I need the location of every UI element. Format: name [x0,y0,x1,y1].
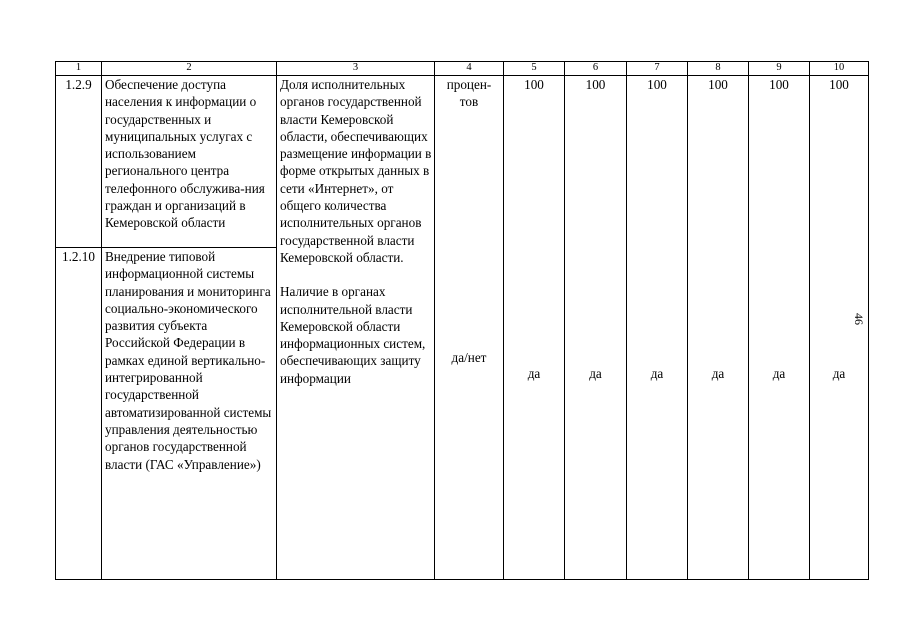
col-header: 8 [688,62,749,76]
value-2: да [650,366,664,382]
row-id: 1.2.9 [56,76,102,248]
value-2: да [711,366,725,382]
value-spacer [630,93,684,365]
indicator-gap [280,266,432,283]
col-header: 5 [504,62,565,76]
value-cell-9 [749,76,810,580]
value-cell-8 [688,76,749,580]
unit-2: да/нет [451,349,487,365]
col-header: 10 [810,62,869,76]
col-header: 3 [277,62,435,76]
col-header: 7 [627,62,688,76]
value-2: да [772,366,786,382]
unit-spacer [438,111,500,349]
col-header: 4 [435,62,504,76]
indicator-text-2: Наличие в органах исполнительной власти Кемеровской области информационных систем, обеспечивающих защиту информации [280,284,426,386]
measure-cell: Внедрение типовой информационной системы планирования и мониторинга социально-экономического развития субъекта Российской Федерации в рамках единой вертикально-интегрированной государственной автоматизированной системы управления деятельностью органов государственной власти (ГАС «Управление») [102,248,277,580]
page-number: 46 [852,313,866,325]
col-header: 6 [565,62,627,76]
value-2: да [527,366,541,382]
indicator-cell [277,76,435,580]
value-spacer [507,93,561,365]
value-2: да [589,366,602,382]
value-1: 100 [647,77,667,92]
value-spacer [691,93,745,365]
value-1: 100 [524,77,544,92]
unit-cell [435,76,504,580]
value-cell-6 [565,76,627,580]
row-id: 1.2.10 [56,248,102,580]
unit-1: процен-тов [446,77,492,110]
value-1: 100 [585,77,606,92]
value-1: 100 [829,77,849,92]
indicators-table [55,61,869,580]
value-cell-5 [504,76,565,580]
col-header: 2 [102,62,277,76]
table-row [56,76,869,248]
indicator-text-1: Доля исполнительных органов государственной власти Кемеровской области, обеспечивающих размещение информации в форме открытых данных в сети «Интернет», от общего количества исполнительных органов государственной власти Кемеровской области. [280,77,432,265]
value-cell-10 [810,76,869,580]
header-row [56,62,869,76]
col-header: 1 [56,62,102,76]
value-cell-7 [627,76,688,580]
value-2: да [832,366,846,382]
col-header: 9 [749,62,810,76]
value-1: 100 [769,77,789,92]
value-1: 100 [708,77,728,92]
value-spacer [752,93,806,365]
value-spacer [568,93,623,365]
measure-cell: Обеспечение доступа населения к информации о государственных и муниципальных услугах с использованием регионального центра телефонного обслужива-ния граждан и организаций в Кемеровской области [102,76,277,248]
